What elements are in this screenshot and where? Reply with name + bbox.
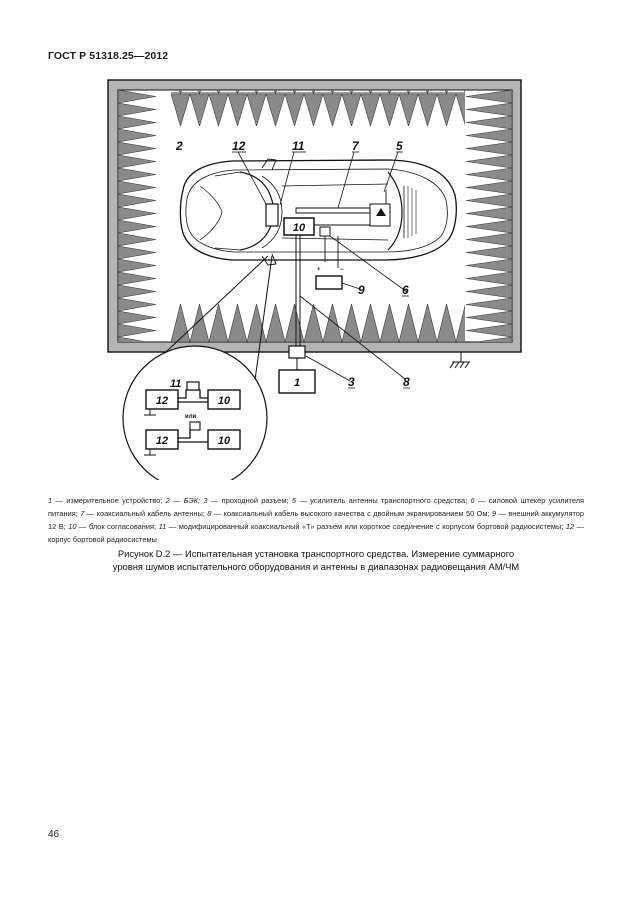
label-7: 7 (352, 139, 359, 153)
external-battery (316, 276, 342, 289)
svg-text:10: 10 (217, 435, 231, 447)
label-9: 9 (358, 283, 365, 297)
figure-legend (48, 494, 584, 546)
svg-text:12: 12 (155, 395, 169, 407)
label-6: 6 (402, 283, 409, 297)
label-5: 5 (396, 139, 403, 153)
legend-item: 10 — блок согласования; (68, 522, 157, 531)
svg-text:+: + (317, 267, 321, 273)
absorbers-left (118, 90, 156, 342)
legend-item: 6 — силовой штекер усилителя питания; (48, 496, 585, 518)
label-8: 8 (403, 375, 410, 389)
ground-symbol (450, 352, 470, 368)
label-3: 3 (348, 375, 355, 389)
caption-line-2: уровня шумов испытательного оборудования и антенны в диапазонах радиовещания АМ/ЧМ (112, 561, 520, 572)
legend-item: 5 — усилитель антенны транспортного средства; (291, 496, 468, 505)
label-12: 12 (232, 139, 246, 153)
legend-item: 7 — коаксиальный кабель антенны; (80, 509, 205, 518)
antenna-cable-bar (296, 208, 370, 213)
svg-text:12: 12 (155, 435, 169, 447)
legend-item: 12 — корпус бортовой радиосистемы (48, 522, 584, 544)
svg-text:−: − (340, 267, 344, 273)
legend-item: 9 — внешний аккумулятор 12 В; (48, 509, 584, 531)
inset-or-text: или (185, 414, 197, 420)
detail-inset-circle (123, 346, 267, 480)
absorbers-top (171, 90, 465, 126)
absorbers-bottom (171, 304, 465, 342)
matching-unit-label: 10 (292, 222, 306, 234)
page-number: 46 (48, 829, 60, 840)
legend-item: 11 — модифицированный коаксиальный «Т» разъем или короткое соединение с корпусом бортовой радиосистемы; (158, 522, 564, 531)
label-2: 2 (176, 139, 183, 153)
legend-item: 1 — измерительное устройство; (48, 496, 163, 505)
standard-header: ГОСТ Р 51318.25—2012 (48, 50, 169, 62)
caption-line-1: Рисунок D.2 — Испытательная установка транспортного средства. Измерение суммарного (117, 548, 515, 559)
legend-item: 2 — БЭК; (165, 496, 201, 505)
absorbers-right (466, 90, 512, 342)
legend-item: 3 — проходной разъем; (203, 496, 289, 505)
radio-system-housing (266, 204, 278, 226)
feedthrough-connector (289, 346, 305, 358)
figure-caption (48, 547, 584, 573)
svg-text:11: 11 (170, 378, 182, 390)
measurement-device-label: 1 (293, 377, 301, 389)
svg-text:10: 10 (217, 395, 231, 407)
power-plug-box (320, 227, 330, 236)
legend-item: 8 — коаксиальный кабель высокого качества с двойным экранированием 50 Ом; (207, 509, 490, 518)
label-11: 11 (292, 139, 305, 153)
